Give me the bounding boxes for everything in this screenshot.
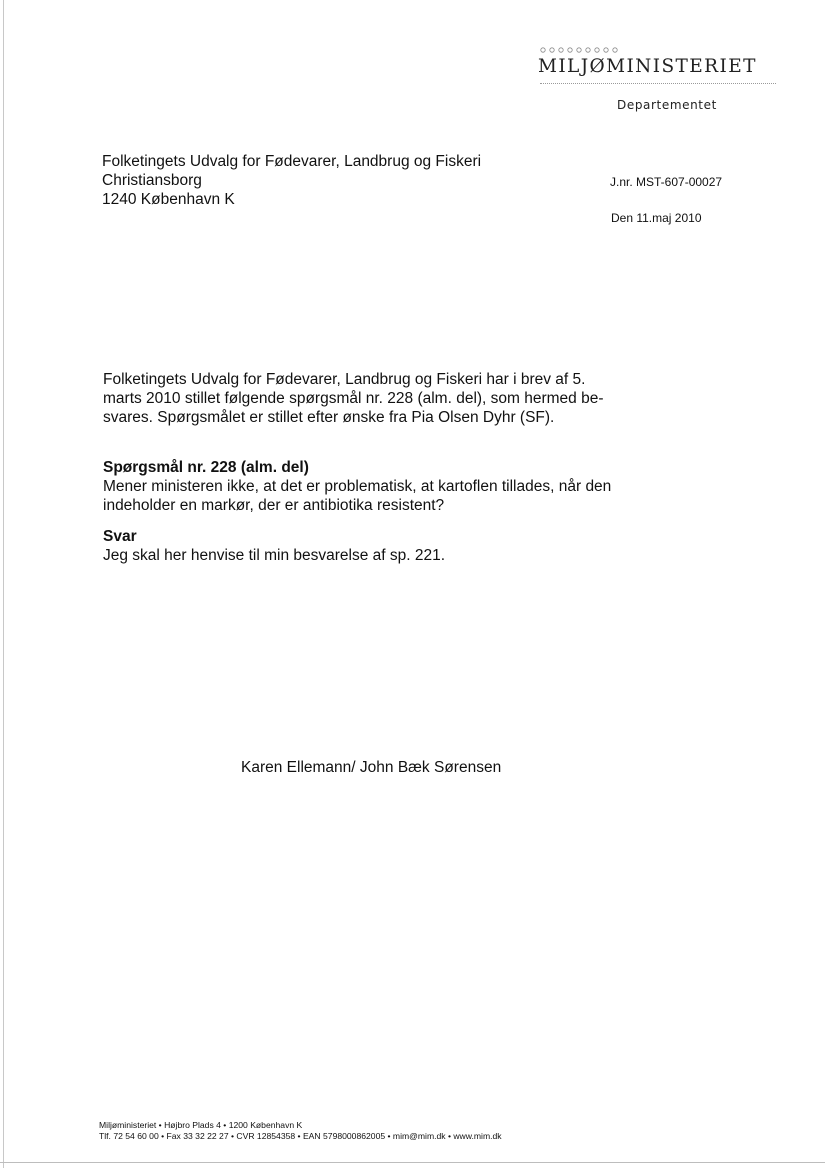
journal-number: J.nr. MST-607-00027 [610, 175, 723, 189]
question-heading: Spørgsmål nr. 228 (alm. del) [103, 459, 309, 476]
intro-line: Folketingets Udvalg for Fødevarer, Landbrug og Fiskeri har i brev af 5. [103, 371, 586, 388]
intro-line: svares. Spørgsmålet er stillet efter ønske fra Pia Olsen Dyhr (SF). [103, 409, 555, 426]
letter-date: Den 11.maj 2010 [611, 211, 702, 225]
scan-edge-bottom [0, 1162, 825, 1163]
intro-line: marts 2010 stillet følgende spørgsmål nr. 228 (alm. del), som hermed be- [103, 390, 604, 407]
answer-heading: Svar [103, 528, 137, 545]
scan-edge-left [3, 0, 4, 1168]
signature-line: Karen Ellemann/ John Bæk Sørensen [241, 759, 502, 776]
address-line: Christiansborg [102, 172, 202, 189]
logo-ornament-icon [540, 46, 624, 54]
question-line: Mener ministeren ikke, at det er problematisk, at kartoflen tillades, når den [103, 478, 612, 495]
question-text [103, 477, 611, 515]
question-line: indeholder en markør, der er antibiotika resistent? [103, 497, 445, 514]
footer [99, 1120, 502, 1142]
recipient-address [102, 152, 481, 209]
intro-paragraph [103, 370, 613, 427]
address-line: 1240 København K [102, 191, 235, 208]
answer-text: Jeg skal her henvise til min besvarelse af sp. 221. [103, 547, 446, 564]
department-label: Departementet [617, 98, 717, 112]
logo-rule [540, 83, 776, 85]
logo-wordmark: MILJØMINISTERIET [538, 56, 757, 77]
address-line: Folketingets Udvalg for Fødevarer, Landbrug og Fiskeri [102, 153, 482, 170]
footer-contact: Tlf. 72 54 60 00 • Fax 33 32 22 27 • CVR 12854358 • EAN 5798000862005 • mim@mim.dk • www.mim.dk [99, 1131, 502, 1141]
footer-address: Miljøministeriet • Højbro Plads 4 • 1200 København K [99, 1120, 303, 1130]
